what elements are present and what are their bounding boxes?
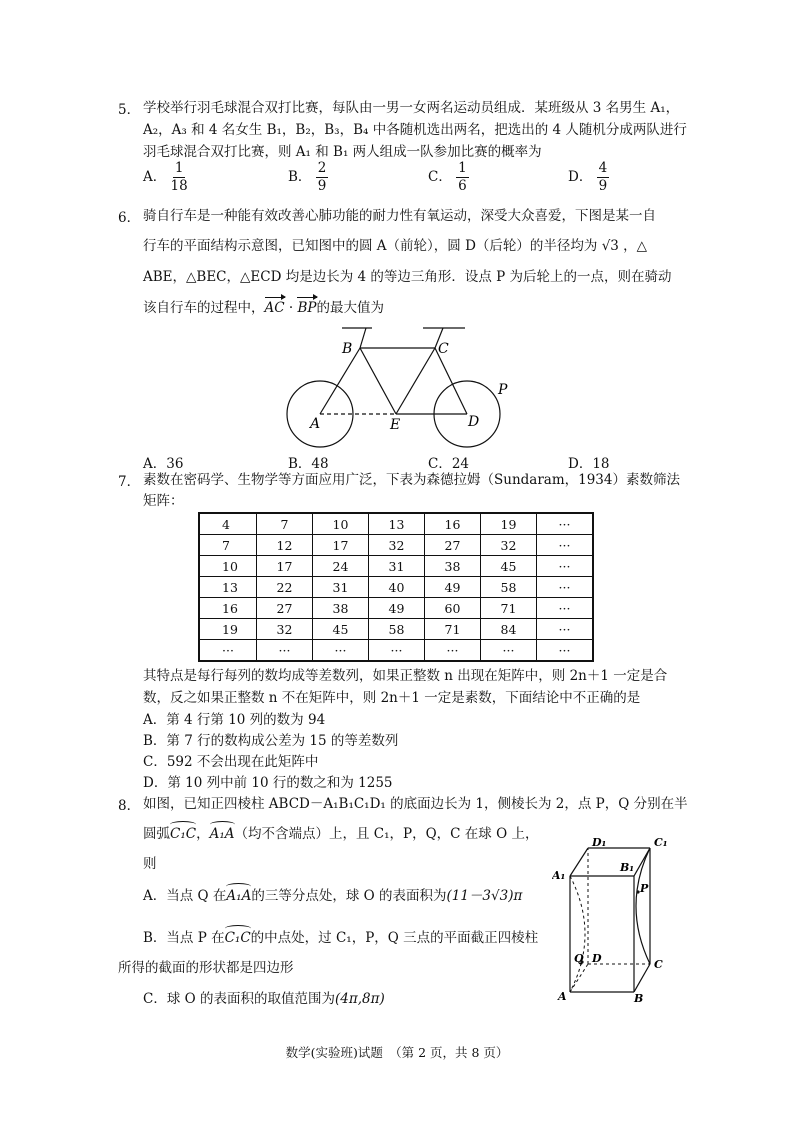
q7-option-b-text: 第 7 行的数构成公差为 15 的等差数列 (166, 733, 399, 749)
frame-b-e (360, 348, 396, 414)
q7-option-c-text: 592 不会出现在此矩阵中 (166, 754, 319, 770)
q6-line-3: ABE，△BEC，△ECD 均是边长为 4 的等边三角形．设点 P 为后轮上的一点，则在骑动 (143, 269, 672, 285)
q5-option-c-den: 6 (458, 178, 467, 194)
label-a1: A₁ (552, 869, 566, 882)
label-d: D (468, 414, 480, 430)
table-row (199, 577, 593, 598)
edge-a-d-hidden (570, 964, 588, 992)
q6-option-c-label: C． (428, 456, 452, 472)
q5-line-1: 学校举行羽毛球混合双打比赛，每队由一男一女两名运动员组成．某班级从 3 名男生 A₁， (143, 100, 680, 116)
q5-option-a-den: 18 (170, 178, 188, 194)
q5-option-a-num: 1 (174, 160, 184, 176)
q6-option-c (428, 452, 469, 472)
q7-option-b (143, 731, 398, 751)
q6-option-b-text: 48 (311, 456, 329, 472)
edge-d1-a1 (570, 848, 588, 876)
prism-figure (552, 834, 682, 1006)
q7-option-d-label: D． (143, 775, 168, 791)
q8-option-a-value: (11－3√3)π (446, 888, 523, 904)
table-cell: 49 (369, 598, 425, 619)
q6-vector-ac: AC (264, 300, 285, 316)
q5-option-c (428, 160, 469, 195)
table-cell: 45 (481, 556, 537, 577)
table-cell: 27 (425, 535, 481, 556)
table-cell: 84 (481, 619, 537, 640)
label-c: C (654, 958, 663, 971)
q6-option-c-text: 24 (451, 456, 470, 472)
table-cell: 45 (313, 619, 369, 640)
q5-option-b-num: 2 (317, 160, 327, 176)
q5-option-c-num: 1 (458, 160, 467, 176)
table-cell: 32 (257, 619, 313, 640)
table-cell: ··· (537, 619, 594, 640)
label-b: B (342, 341, 353, 357)
table-cell: 38 (425, 556, 481, 577)
table-cell: 60 (425, 598, 481, 619)
q7-option-a (143, 710, 325, 730)
table-cell: 16 (425, 513, 481, 535)
q8-line-2-pre: 圆弧 (143, 826, 170, 842)
sundaram-matrix-table (198, 512, 594, 662)
q8-line-3: 则 (143, 856, 157, 872)
table-cell: 7 (257, 513, 313, 535)
handle-stem (360, 328, 366, 348)
table-cell: 71 (481, 598, 537, 619)
label-b1: B₁ (620, 861, 635, 874)
label-p: P (640, 882, 649, 895)
table-row (199, 598, 593, 619)
bicycle-figure (280, 322, 520, 452)
q5-option-d-label: D． (568, 169, 593, 185)
q5-option-a (143, 160, 188, 195)
q8-option-c (143, 989, 385, 1009)
label-a: A (310, 416, 321, 432)
table-cell: ··· (537, 556, 594, 577)
q7-option-d-text: 第 10 列中前 10 行的数之和为 1255 (167, 775, 393, 791)
label-e: E (390, 417, 401, 433)
table-cell: 49 (425, 577, 481, 598)
label-d: D (592, 952, 602, 965)
q8-option-b-post: 的中点处，过 C₁，P，Q 三点的平面截正四棱柱 (250, 930, 539, 946)
label-a: A (558, 990, 567, 1003)
q6-option-d-label: D． (568, 456, 593, 472)
table-cell: ··· (537, 640, 594, 662)
label-c: C (438, 341, 449, 357)
arc-a1a-curve-hidden (570, 876, 585, 992)
table-cell: ··· (313, 640, 369, 662)
table-cell: 4 (199, 513, 257, 535)
q6-option-a-text: 36 (166, 456, 184, 472)
table-cell: 58 (481, 577, 537, 598)
label-c1: C₁ (654, 836, 668, 849)
table-cell: 71 (425, 619, 481, 640)
q8-line-2 (143, 824, 538, 844)
q5-line-2: A₂，A₃ 和 4 名女生 B₁，B₂，B₃，B₄ 中各随机选出两名，把选出的 4 人随机分成两队进行 (143, 122, 687, 138)
q5-option-d-fraction (597, 160, 610, 195)
table-cell: 10 (199, 556, 257, 577)
table-cell: ··· (425, 640, 481, 662)
table-cell: ··· (257, 640, 313, 662)
q7-option-d (143, 773, 393, 793)
q8-option-b-pre: B．当点 P 在 (143, 930, 225, 946)
q8-option-a-arc: A₁A (226, 888, 252, 904)
q5-number: 5． (118, 102, 141, 118)
table-cell: 13 (199, 577, 257, 598)
table-cell: 31 (369, 556, 425, 577)
table-cell: 16 (199, 598, 257, 619)
q6-number: 6． (118, 210, 141, 226)
q5-option-d (568, 160, 609, 195)
label-p: P (498, 382, 508, 398)
table-cell: 12 (257, 535, 313, 556)
q7-option-a-text: 第 4 行第 10 列的数为 94 (166, 712, 326, 728)
q8-option-b-line-2: 所得的截面的形状都是四边形 (118, 960, 294, 976)
table-cell: ··· (369, 640, 425, 662)
q8-option-a-pre: A．当点 Q 在 (143, 888, 227, 904)
table-cell: 58 (369, 619, 425, 640)
table-row (199, 640, 593, 662)
q5-option-b-label: B． (288, 169, 312, 185)
q6-option-b-label: B． (288, 456, 312, 472)
q8-option-b (143, 928, 538, 948)
q6-option-a-label: A． (143, 456, 167, 472)
table-row (199, 556, 593, 577)
q5-option-b (288, 160, 328, 195)
q6-option-d-text: 18 (592, 456, 610, 472)
q6-vector-bp: BP (297, 300, 317, 316)
q6-option-d (568, 452, 610, 472)
table-cell: 13 (369, 513, 425, 535)
q5-line-3: 羽毛球混合双打比赛，则 A₁ 和 B₁ 两人组成一队参加比赛的概率为 (143, 144, 542, 160)
arc-a1a: A₁A (209, 826, 235, 842)
table-row (199, 535, 593, 556)
table-row (199, 513, 593, 535)
q7-option-b-label: B． (143, 733, 167, 749)
table-cell: 40 (369, 577, 425, 598)
q7-after-1: 其特点是每行每列的数均成等差数列，如果正整数 n 出现在矩阵中，则 2n＋1 一定是合 (143, 668, 668, 684)
q5-option-b-fraction (316, 160, 329, 195)
q7-line-1: 素数在密码学、生物学等方面应用广泛，下表为森德拉姆（Sundaram，1934）素数筛法 (143, 472, 680, 488)
q8-option-c-value: (4π,8π) (334, 991, 385, 1007)
q7-line-2: 矩阵： (143, 493, 184, 509)
q5-option-a-fraction (171, 160, 188, 195)
table-cell: 27 (257, 598, 313, 619)
q7-after-2: 数，反之如果正整数 n 不在矩阵中，则 2n＋1 一定是素数，下面结论中不正确的是 (143, 690, 641, 706)
q7-number: 7． (118, 474, 141, 490)
table-cell: ··· (481, 640, 537, 662)
q5-option-a-label: A． (143, 169, 167, 185)
q8-line-2-post: （均不含端点）上，且 C₁，P，Q，C 在球 O 上， (234, 826, 539, 842)
table-cell: 17 (257, 556, 313, 577)
q5-option-b-den: 9 (317, 178, 327, 194)
edge-b-c (634, 964, 650, 992)
q8-option-a-post: 的三等分点处，球 O 的表面积为 (251, 888, 447, 904)
q5-option-c-fraction (456, 160, 469, 195)
table-cell: 17 (313, 535, 369, 556)
table-cell: 31 (313, 577, 369, 598)
label-q: Q (574, 952, 584, 965)
q5-option-c-label: C． (428, 169, 452, 185)
table-cell: 7 (199, 535, 257, 556)
table-cell: 32 (481, 535, 537, 556)
table-cell: 10 (313, 513, 369, 535)
arc-c1c: C₁C (170, 826, 197, 842)
table-cell: ··· (537, 535, 594, 556)
arc-c1c-curve (636, 848, 650, 964)
q6-line-4 (143, 298, 384, 318)
q5-option-d-den: 9 (598, 178, 608, 194)
table-cell: ··· (537, 598, 594, 619)
table-cell: 32 (369, 535, 425, 556)
q6-option-b (288, 452, 329, 472)
table-cell: 19 (481, 513, 537, 535)
q8-sep: ， (196, 826, 210, 842)
label-d1: D₁ (592, 836, 607, 849)
q7-option-c-label: C． (143, 754, 167, 770)
table-cell: ··· (199, 640, 257, 662)
q6-line-4-text: 该自行车的过程中， (143, 300, 265, 316)
q8-option-b-arc: C₁C (224, 930, 251, 946)
q7-option-a-label: A． (143, 712, 167, 728)
table-cell: ··· (537, 513, 594, 535)
q7-option-c (143, 752, 318, 772)
q5-option-d-num: 4 (598, 160, 608, 176)
page-footer: 数学(实验班)试题 （第 2 页，共 8 页） (285, 1045, 509, 1060)
q6-tail: 的最大值为 (316, 300, 384, 316)
q6-line-2: 行车的平面结构示意图，已知图中的圆 A（前轮），圆 D（后轮）的半径均为 √3 ，△ (143, 238, 648, 254)
q8-option-a (143, 886, 522, 906)
label-b: B (634, 992, 644, 1005)
table-cell: 22 (257, 577, 313, 598)
q8-option-c-pre: C．球 O 的表面积的取值范围为 (143, 991, 335, 1007)
q6-dot: · (288, 300, 294, 316)
q8-number: 8． (118, 798, 141, 814)
q6-line-1: 骑自行车是一种能有效改善心肺功能的耐力性有氧运动，深受大众喜爱，下图是某一自 (143, 208, 656, 224)
q6-option-a (143, 452, 183, 472)
frame-e-c (396, 348, 435, 414)
table-cell: 24 (313, 556, 369, 577)
table-cell: ··· (537, 577, 594, 598)
table-cell: 19 (199, 619, 257, 640)
table-row (199, 619, 593, 640)
q8-line-1: 如图，已知正四棱柱 ABCD－A₁B₁C₁D₁ 的底面边长为 1，侧棱长为 2，点 P，Q 分别在半 (143, 796, 688, 812)
table-cell: 38 (313, 598, 369, 619)
